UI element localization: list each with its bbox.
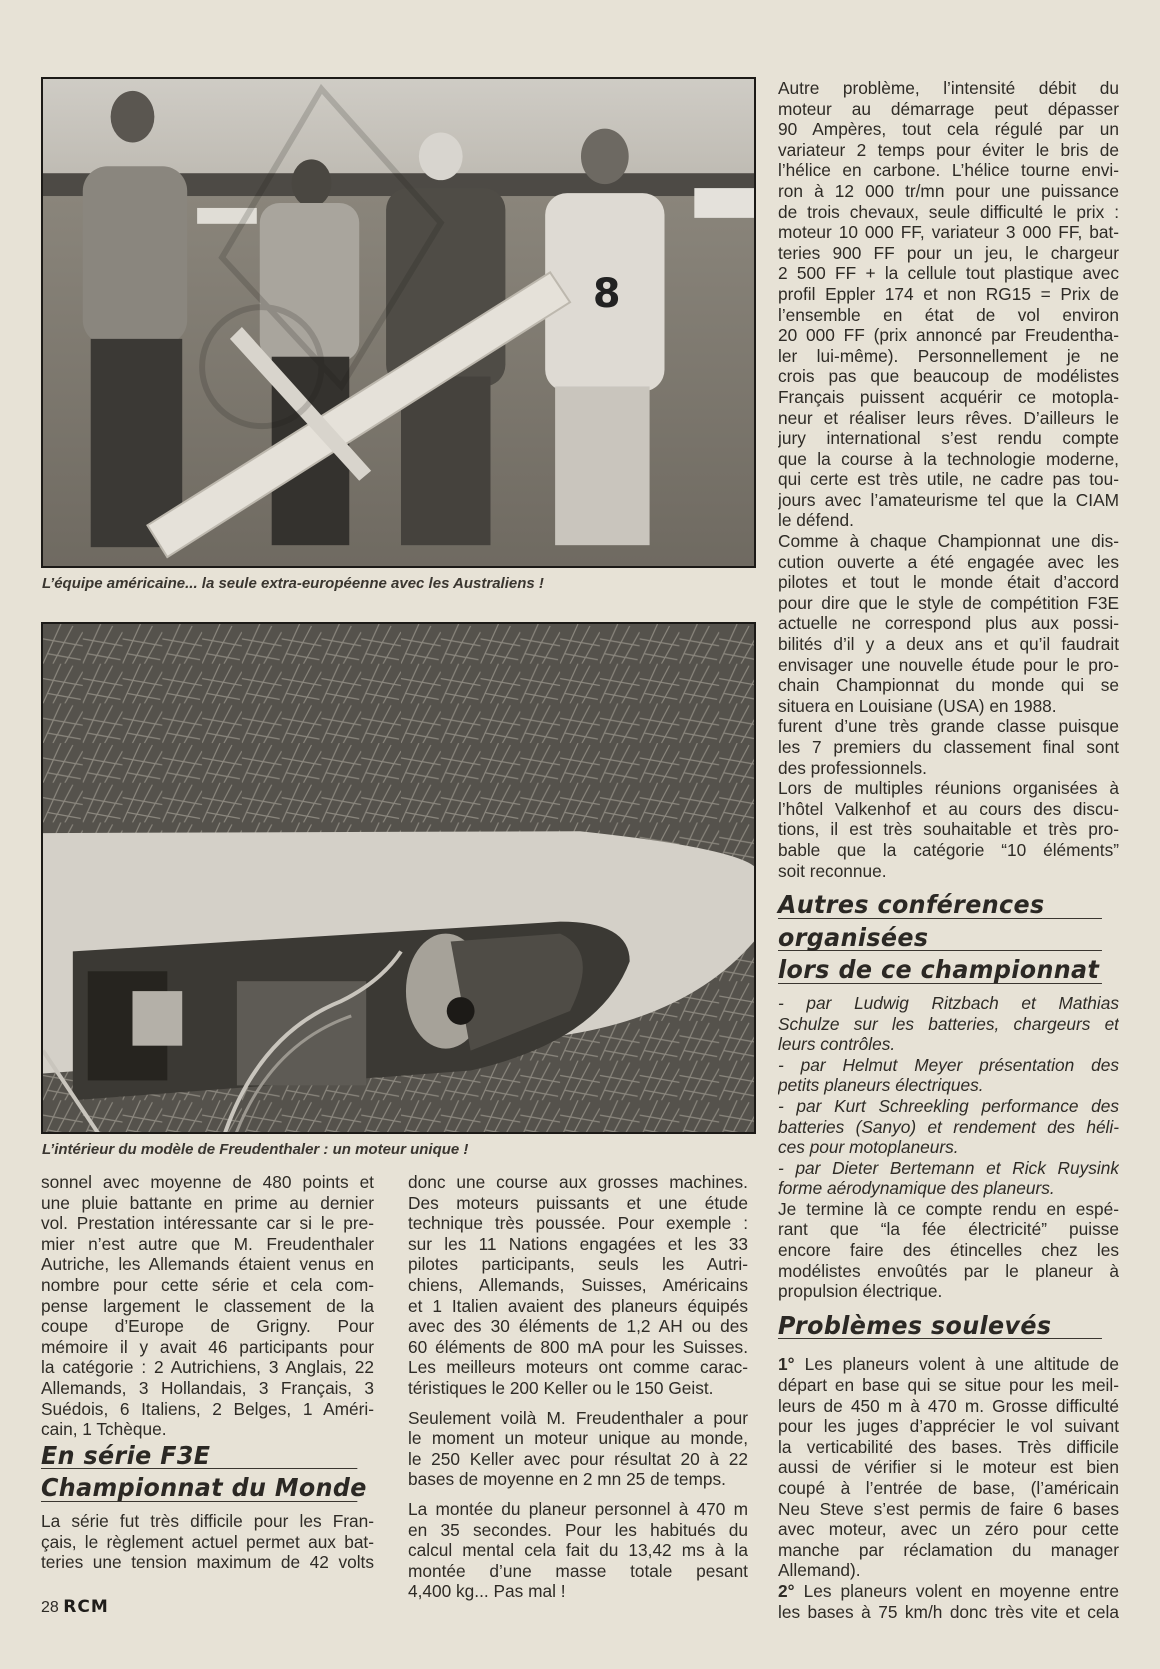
text-line: actuelle ne correspond plus aux possi- — [778, 613, 1119, 634]
section-heading: En série F3E — [41, 1446, 357, 1470]
text-line: crois pas que beaucoup de modélistes — [778, 366, 1119, 387]
paragraph — [778, 1354, 1119, 1622]
text-line: technique très poussée. Pour exemple : — [408, 1213, 748, 1234]
text-line: Français puissent acquérir ce motopla- — [778, 386, 1119, 407]
text-line: Autriche, les Allemands étaient venus en — [41, 1254, 374, 1275]
item-number: 1° — [778, 1354, 795, 1375]
magazine-logo: RCM — [63, 1597, 109, 1617]
text-line: leurs contrôles. — [778, 1034, 896, 1055]
text-line: mier n’est autre que M. Freudenthaler — [41, 1233, 374, 1254]
text-line: 90 Ampères, tout cela régulé par un — [778, 119, 1119, 140]
paragraph — [778, 531, 1119, 716]
text-line: mémoire il y avait 46 participants pour — [41, 1336, 374, 1357]
text-line: la catégorie : 2 Autrichiens, 3 Anglais, 22 — [41, 1357, 374, 1378]
paragraph — [408, 1408, 748, 1490]
text-line: le moment un moteur unique au monde, — [408, 1428, 748, 1449]
text-line: furent d’une très grande classe puisque — [778, 716, 1119, 737]
photo-american-team-image — [43, 79, 754, 566]
text-line: avec des 30 éléments de 1,2 AH ou des — [408, 1316, 748, 1337]
text-line: Les meilleurs moteurs ont comme carac- — [408, 1357, 748, 1378]
text-line: Lors de multiples réunions organisées à — [778, 778, 1119, 799]
text-line: neur et réaliser leurs rêves. D’ailleurs le — [778, 407, 1119, 428]
photo-model-interior-image — [43, 624, 754, 1132]
section-heading: Championnat du Monde — [41, 1473, 367, 1503]
text-line: Seulement voilà M. Freudenthaler a pour — [408, 1407, 748, 1428]
text-line: Autre problème, l’intensité débit du — [778, 78, 1119, 98]
text-line: nombre pour cette série et cela com- — [41, 1274, 374, 1295]
text-line: manche par réclamation du manager — [778, 1539, 1119, 1560]
text-line: l’hôtel Valkenhof et au cours des discu- — [778, 798, 1119, 819]
text-line: La série fut très difficile pour les Fran- — [41, 1510, 374, 1531]
text-line: soit reconnue. — [778, 860, 887, 881]
paragraph — [41, 1172, 374, 1440]
text-line: profil Eppler 174 et non RG15 = Prix de — [778, 283, 1119, 304]
text-line: le défend. — [778, 510, 854, 531]
text-line: - par Ludwig Ritzbach et Mathias — [778, 992, 1119, 1013]
photo-american-team — [41, 77, 756, 568]
text-line: bable que la catégorie “10 éléments” — [778, 839, 1119, 860]
text-fragment: Les planeurs volent à une altitude de — [794, 1354, 1119, 1375]
middle-column — [408, 1172, 748, 1602]
text-line: calcul mental cela fait du 13,42 ms à la — [408, 1540, 748, 1561]
text-fragment: Les planeurs volent en moyenne entre — [794, 1580, 1119, 1601]
paragraph — [408, 1172, 748, 1399]
text-line: en 35 secondes. Pour les habitués du — [408, 1519, 748, 1540]
left-column — [41, 1172, 374, 1573]
photo-model-interior — [41, 622, 756, 1134]
text-line: teries une tension maximum de 42 volts — [41, 1552, 374, 1573]
text-line: pense largement le classement de la — [41, 1295, 374, 1316]
text-line: pilotes participants, seuls les Autri- — [408, 1254, 748, 1275]
text-line: Neu Steve s’est permis de faire 6 bases — [778, 1498, 1119, 1519]
text-line: ron à 12 000 tr/mn pour une puissance — [778, 180, 1119, 201]
text-line: cution ouverte a été engagée avec les — [778, 551, 1119, 572]
paragraph — [778, 778, 1119, 881]
text-line: Je termine là ce compte rendu en espé- — [778, 1198, 1119, 1219]
paragraph — [41, 1511, 374, 1573]
section-heading: organisées — [778, 928, 1102, 952]
text-line: La montée du planeur personnel à 470 m — [408, 1498, 748, 1519]
text-line: sonnel avec moyenne de 480 points et — [41, 1172, 374, 1192]
text-line: Allemands, 3 Hollandais, 3 Français, 3 — [41, 1377, 374, 1398]
paragraph — [778, 78, 1119, 531]
text-line: batteries (Sanyo) et rendement des héli- — [778, 1116, 1119, 1137]
text-line: pour les juges d’apprécier le vol suivant — [778, 1416, 1119, 1437]
text-line: de trois chevaux, seule difficulté le prix : — [778, 201, 1119, 222]
text-line: moteur 10 000 FF, variateur 3 000 FF, bat- — [778, 222, 1119, 243]
paragraph — [778, 1199, 1119, 1302]
text-line: forme aérodynamique des planeurs. — [778, 1178, 1055, 1199]
text-line: et 1 Italien avaient des planeurs équipés — [408, 1295, 748, 1316]
text-line: que la course à la technologie moderne, — [778, 448, 1119, 469]
text-line: teries 900 FF pour un jeu, le chargeur — [778, 242, 1119, 263]
text-line: - par Kurt Schreekling performance des — [778, 1095, 1119, 1116]
text-line: 2 500 FF + la cellule tout plastique avec — [778, 263, 1119, 284]
page-number: 28 — [41, 1599, 59, 1616]
text-line: 60 éléments de 800 mA pour les Suisses. — [408, 1336, 748, 1357]
text-line: 20 000 FF (prix annoncé par Freudentha- — [778, 325, 1119, 346]
text-line: propulsion électrique. — [778, 1281, 943, 1302]
text-line: leurs de 450 m à 470 m. Grosse difficulté — [778, 1395, 1119, 1416]
conference-list — [778, 993, 1119, 1199]
text-line: - par Helmut Meyer présentation des — [778, 1054, 1119, 1075]
text-line: jours avec l’amateurisme tel que la CIAM — [778, 489, 1119, 510]
right-column — [778, 78, 1119, 1622]
text-line: Comme à chaque Championnat une dis- — [778, 531, 1119, 552]
text-line: la verticabilité des bases. Très difficile — [778, 1436, 1119, 1457]
photo-caption: L’équipe américaine... la seule extra-européenne avec les Australiens ! — [42, 575, 544, 592]
text-line: des professionnels. — [778, 757, 927, 778]
section-heading: Problèmes soulevés — [778, 1316, 1102, 1340]
text-line: l’hélice en carbone. L’hélice tourne envi- — [778, 160, 1119, 181]
text-line: Suédois, 6 Italiens, 2 Belges, 1 Améri- — [41, 1398, 374, 1419]
text-line: 4,400 kg... Pas mal ! — [408, 1581, 566, 1602]
page-footer — [41, 1597, 109, 1617]
photo-caption: L’intérieur du modèle de Freudenthaler : un moteur unique ! — [42, 1141, 469, 1158]
svg-text:8: 8 — [592, 271, 621, 318]
paragraph — [778, 716, 1119, 778]
section-heading: lors de ce championnat — [778, 960, 1102, 984]
text-line: situera en Louisiane (USA) en 1988. — [778, 695, 1057, 716]
text-line: pour dire que le style de compétition F3E — [778, 592, 1119, 613]
text-line: Allemand). — [778, 1560, 861, 1581]
section-heading: Autres conférences — [778, 895, 1102, 919]
item-number: 2° — [778, 1580, 795, 1601]
text-line: Schulze sur les batteries, chargeurs et — [778, 1013, 1119, 1034]
text-line: montée d’une masse totale pesant — [408, 1560, 748, 1581]
text-line: moteur au démarrage peut dépasser — [778, 98, 1119, 119]
text-line: ler lui-même). Personnellement je ne — [778, 345, 1119, 366]
text-line: rant que “la fée électricité” puisse — [778, 1219, 1119, 1240]
text-line: modélistes envoûtés par le planeur à — [778, 1260, 1119, 1281]
text-line: tions, il est très souhaitable et très pro- — [778, 819, 1119, 840]
text-line: Des moteurs puissants et une étude — [408, 1192, 748, 1213]
text-line: bilités d’il y a deux ans et qu’il faudrait — [778, 634, 1119, 655]
text-line — [778, 1581, 1119, 1602]
text-line: petits planeurs électriques. — [778, 1075, 984, 1096]
text-line — [778, 1354, 1119, 1375]
text-line: les 7 premiers du classement final sont — [778, 737, 1119, 757]
text-line: sur les 11 Nations engagées et les 33 — [408, 1233, 748, 1254]
text-line: chain Championnat du monde qui se — [778, 675, 1119, 696]
text-line: donc une course aux grosses machines. — [408, 1172, 748, 1192]
text-line: le 250 Keller avec pour résultat 20 à 22 — [408, 1448, 748, 1469]
text-line: qui certe est très utile, ne cadre pas tou- — [778, 469, 1119, 490]
text-line: aussi de vérifier si le moteur est bien — [778, 1457, 1119, 1478]
text-line: encore faire des étincelles chez les — [778, 1240, 1119, 1261]
text-line: avec moteur, avec un zéro pour cette — [778, 1519, 1119, 1540]
text-line: cain, 1 Tchèque. — [41, 1419, 167, 1440]
text-line: l’ensemble en état de vol environ — [778, 304, 1119, 325]
text-line: vol. Prestation intéressante car si le pre- — [41, 1213, 374, 1234]
text-line: bases de moyenne en 2 mn 25 de temps. — [408, 1469, 726, 1490]
text-line: çais, le règlement actuel permet aux bat- — [41, 1531, 374, 1552]
text-line: coupé à l’entrée de base, (l’américain — [778, 1478, 1119, 1498]
text-line: jury international s’est rendu compte — [778, 428, 1119, 449]
text-line: ces pour motoplaneurs. — [778, 1137, 959, 1158]
text-line: - par Dieter Bertemann et Rick Ruysink — [778, 1157, 1119, 1178]
text-line: une pluie battante en prime au dernier — [41, 1192, 374, 1213]
paragraph — [408, 1499, 748, 1602]
text-line: envisager une nouvelle étude pour le pro- — [778, 654, 1119, 675]
text-line: téristiques le 200 Keller ou le 150 Geist. — [408, 1377, 714, 1398]
text-line: variateur 2 temps pour éviter le bris de — [778, 139, 1119, 160]
text-line: départ en base qui se situe pour les meil- — [778, 1375, 1119, 1396]
text-line: coupe d’Europe de Grigny. Pour — [41, 1316, 374, 1337]
text-line: chiens, Allemands, Suisses, Américains — [408, 1274, 748, 1295]
text-line: les bases à 75 km/h donc très vite et cela — [778, 1601, 1119, 1622]
text-line: pilotes et tout le monde était d’accord — [778, 572, 1119, 593]
